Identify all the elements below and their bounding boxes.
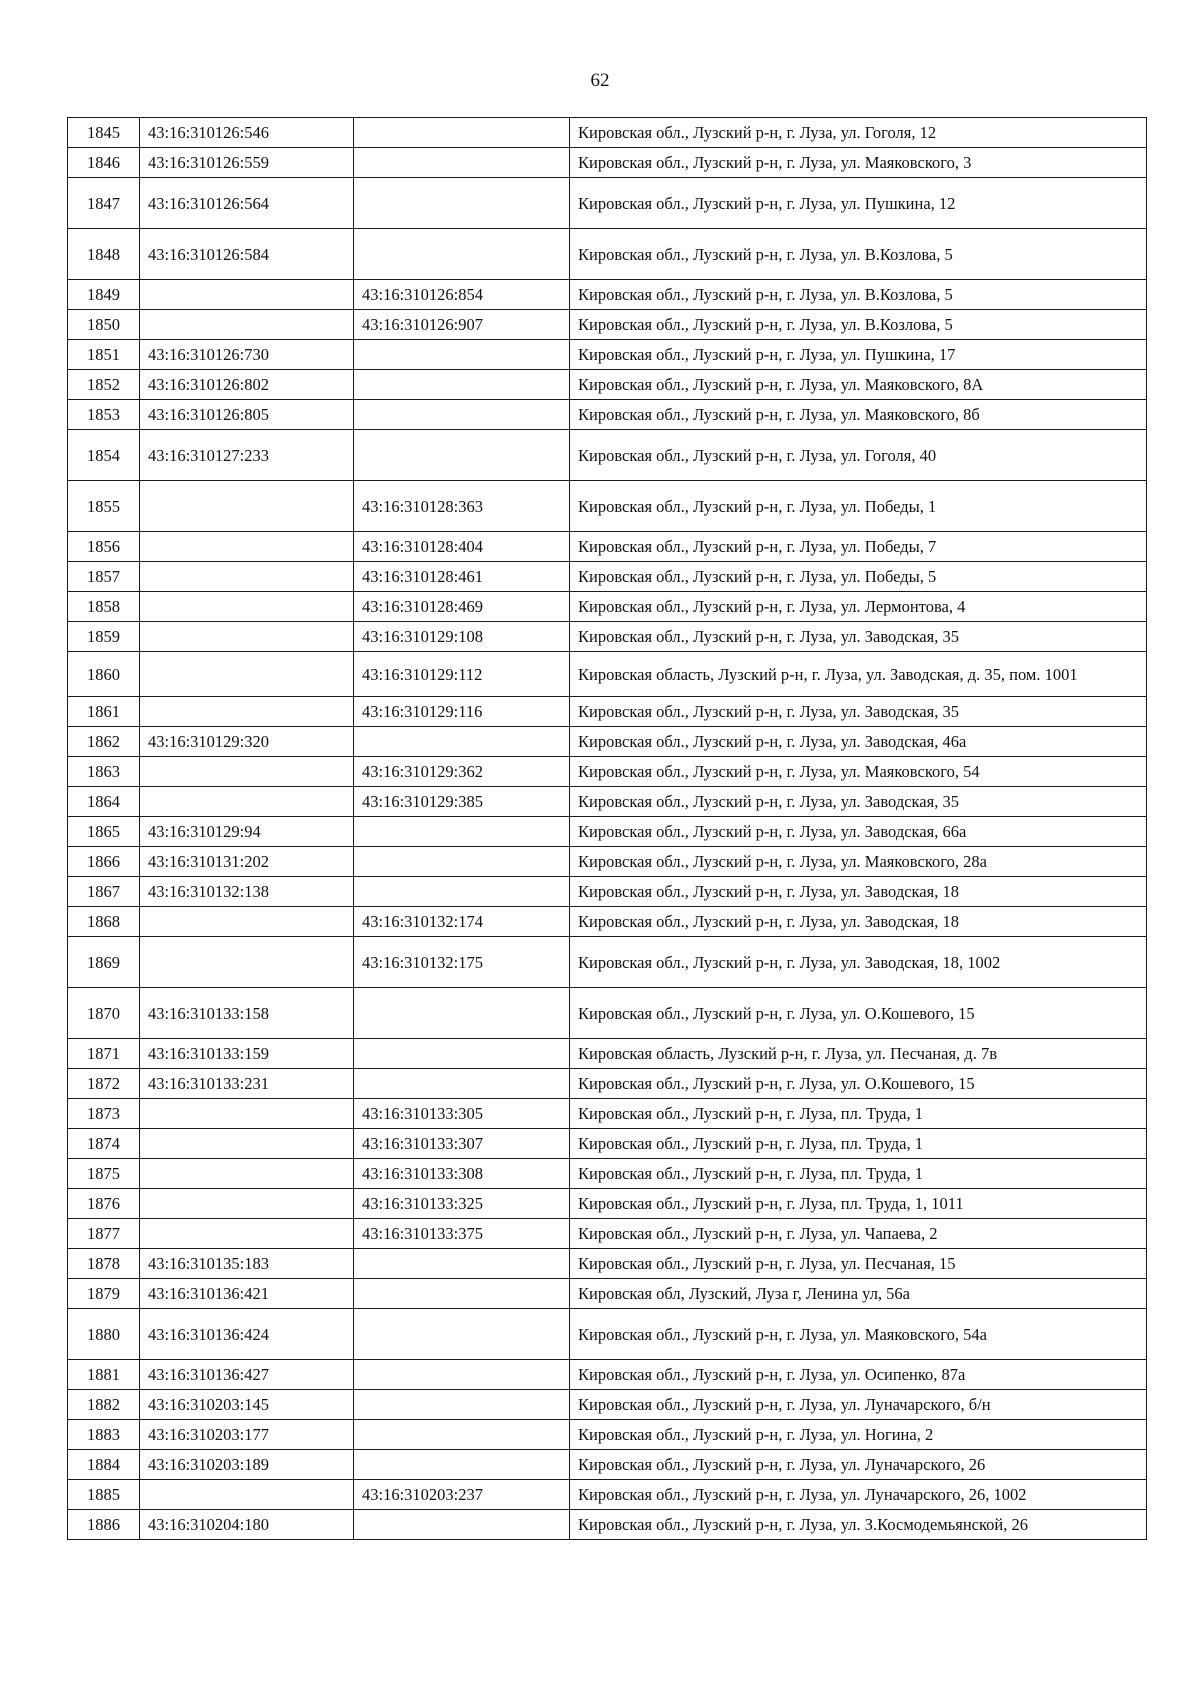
address-cell: Кировская обл., Лузский р-н, г. Луза, ул. Заводская, 18: [570, 877, 1147, 907]
building-cadastral-number-cell: 43:16:310128:469: [354, 592, 570, 622]
row-number-cell: 1851: [68, 340, 140, 370]
table-row: [68, 1279, 1147, 1309]
table-row: [68, 1099, 1147, 1129]
cadastral-number-cell: 43:16:310136:421: [140, 1279, 354, 1309]
address-cell: Кировская обл., Лузский р-н, г. Луза, ул. Песчаная, 15: [570, 1249, 1147, 1279]
address-cell: Кировская область, Лузский р-н, г. Луза, ул. Песчаная, д. 7в: [570, 1039, 1147, 1069]
registry-table: [67, 117, 1147, 1540]
table-row: [68, 1450, 1147, 1480]
cadastral-number-cell: [140, 532, 354, 562]
table-row: [68, 757, 1147, 787]
table-row: [68, 1039, 1147, 1069]
address-cell: Кировская обл., Лузский р-н, г. Луза, ул. Маяковского, 8б: [570, 400, 1147, 430]
address-cell: Кировская обл., Лузский р-н, г. Луза, ул. Луначарского, 26, 1002: [570, 1480, 1147, 1510]
table-row: [68, 400, 1147, 430]
row-number-cell: 1885: [68, 1480, 140, 1510]
address-cell: Кировская обл., Лузский р-н, г. Луза, ул. Осипенко, 87а: [570, 1360, 1147, 1390]
cadastral-number-cell: [140, 697, 354, 727]
row-number-cell: 1856: [68, 532, 140, 562]
address-cell: Кировская обл., Лузский р-н, г. Луза, ул. О.Кошевого, 15: [570, 988, 1147, 1039]
address-cell: Кировская обл., Лузский р-н, г. Луза, ул. Маяковского, 54: [570, 757, 1147, 787]
row-number-cell: 1876: [68, 1189, 140, 1219]
table-row: [68, 1159, 1147, 1189]
address-cell: Кировская обл., Лузский р-н, г. Луза, пл. Труда, 1: [570, 1159, 1147, 1189]
cadastral-number-cell: [140, 757, 354, 787]
address-cell: Кировская обл., Лузский р-н, г. Луза, ул. Лермонтова, 4: [570, 592, 1147, 622]
table-row: [68, 1510, 1147, 1540]
table-row: [68, 817, 1147, 847]
cadastral-number-cell: 43:16:310131:202: [140, 847, 354, 877]
row-number-cell: 1880: [68, 1309, 140, 1360]
address-cell: Кировская обл., Лузский р-н, г. Луза, ул. О.Кошевого, 15: [570, 1069, 1147, 1099]
cadastral-number-cell: 43:16:310126:802: [140, 370, 354, 400]
address-cell: Кировская обл., Лузский р-н, г. Луза, ул. В.Козлова, 5: [570, 280, 1147, 310]
row-number-cell: 1871: [68, 1039, 140, 1069]
building-cadastral-number-cell: [354, 148, 570, 178]
cadastral-number-cell: [140, 907, 354, 937]
building-cadastral-number-cell: [354, 229, 570, 280]
building-cadastral-number-cell: 43:16:310133:325: [354, 1189, 570, 1219]
row-number-cell: 1882: [68, 1390, 140, 1420]
cadastral-number-cell: 43:16:310135:183: [140, 1249, 354, 1279]
building-cadastral-number-cell: [354, 1279, 570, 1309]
table-row: [68, 1069, 1147, 1099]
table-row: [68, 118, 1147, 148]
building-cadastral-number-cell: [354, 1360, 570, 1390]
building-cadastral-number-cell: 43:16:310129:112: [354, 652, 570, 697]
building-cadastral-number-cell: [354, 1420, 570, 1450]
building-cadastral-number-cell: 43:16:310128:404: [354, 532, 570, 562]
table-row: [68, 1420, 1147, 1450]
cadastral-number-cell: 43:16:310203:189: [140, 1450, 354, 1480]
address-cell: Кировская обл., Лузский р-н, г. Луза, ул. Заводская, 35: [570, 787, 1147, 817]
row-number-cell: 1874: [68, 1129, 140, 1159]
row-number-cell: 1884: [68, 1450, 140, 1480]
cadastral-number-cell: [140, 481, 354, 532]
cadastral-number-cell: 43:16:310126:546: [140, 118, 354, 148]
building-cadastral-number-cell: 43:16:310133:307: [354, 1129, 570, 1159]
cadastral-number-cell: 43:16:310126:564: [140, 178, 354, 229]
address-cell: Кировская обл., Лузский р-н, г. Луза, ул. Победы, 1: [570, 481, 1147, 532]
row-number-cell: 1848: [68, 229, 140, 280]
cadastral-number-cell: 43:16:310136:427: [140, 1360, 354, 1390]
cadastral-number-cell: 43:16:310133:159: [140, 1039, 354, 1069]
cadastral-number-cell: 43:16:310203:145: [140, 1390, 354, 1420]
building-cadastral-number-cell: 43:16:310203:237: [354, 1480, 570, 1510]
building-cadastral-number-cell: 43:16:310126:854: [354, 280, 570, 310]
cadastral-number-cell: 43:16:310133:231: [140, 1069, 354, 1099]
building-cadastral-number-cell: [354, 370, 570, 400]
table-row: [68, 280, 1147, 310]
row-number-cell: 1869: [68, 937, 140, 988]
table-row: [68, 652, 1147, 697]
cadastral-number-cell: 43:16:310132:138: [140, 877, 354, 907]
cadastral-number-cell: [140, 1129, 354, 1159]
address-cell: Кировская обл., Лузский р-н, г. Луза, ул. Маяковского, 54а: [570, 1309, 1147, 1360]
cadastral-number-cell: 43:16:310126:584: [140, 229, 354, 280]
cadastral-number-cell: 43:16:310204:180: [140, 1510, 354, 1540]
building-cadastral-number-cell: 43:16:310129:362: [354, 757, 570, 787]
cadastral-number-cell: 43:16:310129:94: [140, 817, 354, 847]
row-number-cell: 1861: [68, 697, 140, 727]
building-cadastral-number-cell: [354, 817, 570, 847]
address-cell: Кировская обл., Лузский р-н, г. Луза, ул. Маяковского, 3: [570, 148, 1147, 178]
table-row: [68, 532, 1147, 562]
table-row: [68, 1189, 1147, 1219]
row-number-cell: 1860: [68, 652, 140, 697]
address-cell: Кировская обл., Лузский р-н, г. Луза, ул. Пушкина, 17: [570, 340, 1147, 370]
row-number-cell: 1873: [68, 1099, 140, 1129]
table-row: [68, 727, 1147, 757]
building-cadastral-number-cell: [354, 877, 570, 907]
row-number-cell: 1878: [68, 1249, 140, 1279]
cadastral-number-cell: 43:16:310126:730: [140, 340, 354, 370]
table-row: [68, 988, 1147, 1039]
row-number-cell: 1857: [68, 562, 140, 592]
building-cadastral-number-cell: [354, 1450, 570, 1480]
row-number-cell: 1853: [68, 400, 140, 430]
address-cell: Кировская обл., Лузский р-н, г. Луза, ул. Заводская, 46а: [570, 727, 1147, 757]
table-row: [68, 370, 1147, 400]
address-cell: Кировская обл., Лузский р-н, г. Луза, ул. Пушкина, 12: [570, 178, 1147, 229]
row-number-cell: 1854: [68, 430, 140, 481]
table-row: [68, 1309, 1147, 1360]
row-number-cell: 1875: [68, 1159, 140, 1189]
row-number-cell: 1872: [68, 1069, 140, 1099]
row-number-cell: 1849: [68, 280, 140, 310]
table-row: [68, 148, 1147, 178]
building-cadastral-number-cell: 43:16:310126:907: [354, 310, 570, 340]
row-number-cell: 1864: [68, 787, 140, 817]
table-row: [68, 592, 1147, 622]
cadastral-number-cell: 43:16:310126:559: [140, 148, 354, 178]
building-cadastral-number-cell: [354, 1039, 570, 1069]
row-number-cell: 1865: [68, 817, 140, 847]
table-row: [68, 937, 1147, 988]
table-row: [68, 481, 1147, 532]
cadastral-number-cell: [140, 1480, 354, 1510]
building-cadastral-number-cell: [354, 1390, 570, 1420]
building-cadastral-number-cell: [354, 727, 570, 757]
cadastral-number-cell: [140, 1219, 354, 1249]
cadastral-number-cell: 43:16:310127:233: [140, 430, 354, 481]
building-cadastral-number-cell: 43:16:310132:175: [354, 937, 570, 988]
table-row: [68, 562, 1147, 592]
page-number: 62: [590, 70, 610, 91]
cadastral-number-cell: [140, 280, 354, 310]
registry-table-body: [68, 118, 1147, 1540]
building-cadastral-number-cell: [354, 1309, 570, 1360]
table-row: [68, 340, 1147, 370]
cadastral-number-cell: [140, 1099, 354, 1129]
address-cell: Кировская обл., Лузский р-н, г. Луза, пл. Труда, 1, 1011: [570, 1189, 1147, 1219]
cadastral-number-cell: [140, 622, 354, 652]
row-number-cell: 1886: [68, 1510, 140, 1540]
building-cadastral-number-cell: 43:16:310129:108: [354, 622, 570, 652]
address-cell: Кировская обл., Лузский р-н, г. Луза, ул. Луначарского, б/н: [570, 1390, 1147, 1420]
cadastral-number-cell: 43:16:310203:177: [140, 1420, 354, 1450]
address-cell: Кировская обл., Лузский р-н, г. Луза, ул. Заводская, 18, 1002: [570, 937, 1147, 988]
building-cadastral-number-cell: [354, 847, 570, 877]
building-cadastral-number-cell: [354, 988, 570, 1039]
table-row: [68, 229, 1147, 280]
cadastral-number-cell: 43:16:310133:158: [140, 988, 354, 1039]
cadastral-number-cell: 43:16:310136:424: [140, 1309, 354, 1360]
table-row: [68, 697, 1147, 727]
row-number-cell: 1863: [68, 757, 140, 787]
building-cadastral-number-cell: [354, 430, 570, 481]
table-row: [68, 847, 1147, 877]
row-number-cell: 1868: [68, 907, 140, 937]
table-row: [68, 877, 1147, 907]
row-number-cell: 1852: [68, 370, 140, 400]
address-cell: Кировская обл., Лузский р-н, г. Луза, ул. Заводская, 18: [570, 907, 1147, 937]
table-row: [68, 1129, 1147, 1159]
address-cell: Кировская обл., Лузский р-н, г. Луза, ул. Победы, 5: [570, 562, 1147, 592]
address-cell: Кировская обл., Лузский р-н, г. Луза, ул. Маяковского, 28а: [570, 847, 1147, 877]
row-number-cell: 1881: [68, 1360, 140, 1390]
address-cell: Кировская обл., Лузский р-н, г. Луза, ул. Заводская, 35: [570, 622, 1147, 652]
table-row: [68, 178, 1147, 229]
address-cell: Кировская обл., Лузский р-н, г. Луза, ул. Чапаева, 2: [570, 1219, 1147, 1249]
building-cadastral-number-cell: 43:16:310129:385: [354, 787, 570, 817]
row-number-cell: 1850: [68, 310, 140, 340]
building-cadastral-number-cell: 43:16:310133:308: [354, 1159, 570, 1189]
row-number-cell: 1866: [68, 847, 140, 877]
address-cell: Кировская обл., Лузский р-н, г. Луза, ул. Маяковского, 8А: [570, 370, 1147, 400]
cadastral-number-cell: [140, 1189, 354, 1219]
row-number-cell: 1862: [68, 727, 140, 757]
table-row: [68, 1219, 1147, 1249]
cadastral-number-cell: [140, 787, 354, 817]
row-number-cell: 1855: [68, 481, 140, 532]
address-cell: Кировская обл., Лузский р-н, г. Луза, ул. Луначарского, 26: [570, 1450, 1147, 1480]
table-row: [68, 1480, 1147, 1510]
cadastral-number-cell: [140, 937, 354, 988]
table-row: [68, 430, 1147, 481]
address-cell: Кировская обл., Лузский р-н, г. Луза, ул. Гоголя, 40: [570, 430, 1147, 481]
row-number-cell: 1879: [68, 1279, 140, 1309]
table-row: [68, 1390, 1147, 1420]
address-cell: Кировская обл., Лузский р-н, г. Луза, ул. В.Козлова, 5: [570, 229, 1147, 280]
address-cell: Кировская обл., Лузский р-н, г. Луза, пл. Труда, 1: [570, 1129, 1147, 1159]
building-cadastral-number-cell: 43:16:310129:116: [354, 697, 570, 727]
row-number-cell: 1859: [68, 622, 140, 652]
address-cell: Кировская обл., Лузский р-н, г. Луза, ул. Победы, 7: [570, 532, 1147, 562]
address-cell: Кировская обл., Лузский р-н, г. Луза, ул. В.Козлова, 5: [570, 310, 1147, 340]
building-cadastral-number-cell: [354, 400, 570, 430]
cadastral-number-cell: [140, 562, 354, 592]
building-cadastral-number-cell: 43:16:310132:174: [354, 907, 570, 937]
address-cell: Кировская обл., Лузский р-н, г. Луза, ул. Гоголя, 12: [570, 118, 1147, 148]
building-cadastral-number-cell: [354, 340, 570, 370]
address-cell: Кировская обл., Лузский р-н, г. Луза, ул. З.Космодемьянской, 26: [570, 1510, 1147, 1540]
table-row: [68, 907, 1147, 937]
cadastral-number-cell: [140, 310, 354, 340]
address-cell: Кировская обл., Лузский р-н, г. Луза, ул. Заводская, 35: [570, 697, 1147, 727]
cadastral-number-cell: [140, 592, 354, 622]
address-cell: Кировская область, Лузский р-н, г. Луза, ул. Заводская, д. 35, пом. 1001: [570, 652, 1147, 697]
building-cadastral-number-cell: 43:16:310133:375: [354, 1219, 570, 1249]
address-cell: Кировская обл., Лузский р-н, г. Луза, ул. Ногина, 2: [570, 1420, 1147, 1450]
address-cell: Кировская обл, Лузский, Луза г, Ленина ул, 56а: [570, 1279, 1147, 1309]
table-row: [68, 1360, 1147, 1390]
table-row: [68, 622, 1147, 652]
row-number-cell: 1847: [68, 178, 140, 229]
row-number-cell: 1846: [68, 148, 140, 178]
row-number-cell: 1870: [68, 988, 140, 1039]
row-number-cell: 1845: [68, 118, 140, 148]
row-number-cell: 1877: [68, 1219, 140, 1249]
building-cadastral-number-cell: [354, 1249, 570, 1279]
address-cell: Кировская обл., Лузский р-н, г. Луза, пл. Труда, 1: [570, 1099, 1147, 1129]
table-row: [68, 787, 1147, 817]
cadastral-number-cell: [140, 1159, 354, 1189]
building-cadastral-number-cell: 43:16:310128:461: [354, 562, 570, 592]
cadastral-number-cell: 43:16:310126:805: [140, 400, 354, 430]
building-cadastral-number-cell: [354, 1510, 570, 1540]
building-cadastral-number-cell: [354, 1069, 570, 1099]
building-cadastral-number-cell: [354, 178, 570, 229]
building-cadastral-number-cell: [354, 118, 570, 148]
row-number-cell: 1867: [68, 877, 140, 907]
building-cadastral-number-cell: 43:16:310133:305: [354, 1099, 570, 1129]
building-cadastral-number-cell: 43:16:310128:363: [354, 481, 570, 532]
table-row: [68, 310, 1147, 340]
row-number-cell: 1883: [68, 1420, 140, 1450]
table-row: [68, 1249, 1147, 1279]
row-number-cell: 1858: [68, 592, 140, 622]
cadastral-number-cell: 43:16:310129:320: [140, 727, 354, 757]
cadastral-number-cell: [140, 652, 354, 697]
address-cell: Кировская обл., Лузский р-н, г. Луза, ул. Заводская, 66а: [570, 817, 1147, 847]
